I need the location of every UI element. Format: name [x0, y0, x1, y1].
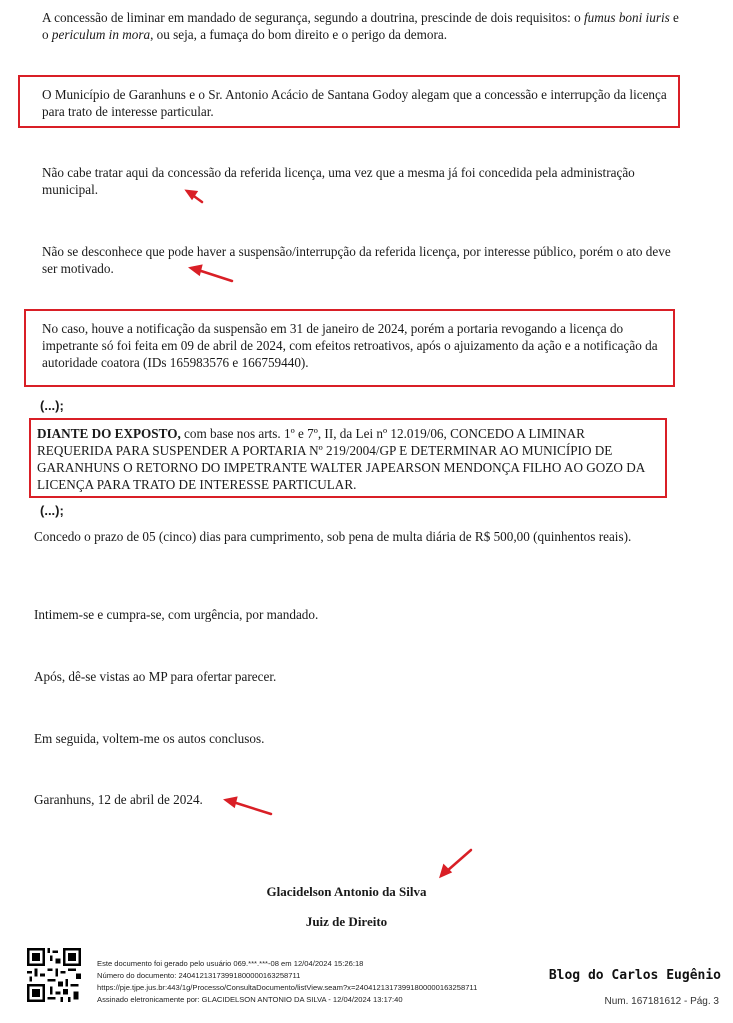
paragraph-vistas: Após, dê-se vistas ao MP para ofertar parecer. — [34, 669, 277, 684]
blog-watermark: Blog do Carlos Eugênio — [548, 968, 721, 983]
paragraph-liminar-requisitos: A concessão de liminar em mandado de segurança, segundo a doutrina, prescinde de dois requisitos: o fumus boni iuris e o periculum in mora, ou seja, a fumaça do bom direito e o perigo da demora. — [42, 10, 679, 42]
footer-doc-number: Número do documento: 24041213173991800000163258711 — [97, 971, 301, 980]
paragraph-concessao: Não cabe tratar aqui da concessão da referida licença, uma vez que a mesma já foi concedida pela administração municipal. — [42, 165, 635, 197]
document-footer — [97, 958, 477, 1006]
paragraph-alegacao: O Município de Garanhuns e o Sr. Antonio Acácio de Santana Godoy alegam que a concessão e interrupção da licença para trato de interesse particular. — [42, 87, 667, 119]
ellipsis-marker: (...); — [40, 398, 64, 413]
paragraph-suspensao: Não se desconhece que pode haver a suspensão/interrupção da referida licença, por interesse público, porém o ato deve ser motivado. — [42, 244, 671, 276]
ellipsis-marker-2: (...); — [40, 503, 64, 518]
footer-signed: Assinado eletronicamente por: GLACIDELSON ANTONIO DA SILVA - 12/04/2024 13:17:40 — [97, 995, 403, 1004]
paragraph-data-local: Garanhuns, 12 de abril de 2024. — [34, 792, 203, 807]
fumus-term: fumus boni iuris — [584, 10, 670, 25]
paragraph-decisao: DIANTE DO EXPOSTO, com base nos arts. 1º e 7º, II, da Lei nº 12.019/06, CONCEDO A LIMINAR REQUERIDA PARA SUSPENDER A PORTARIA Nº 219/2004/GP E DETERMINAR AO MUNICÍPIO DE GARANHUNS O RETORNO DO IMPETRANTE WALTER JAPEARSON MENDONÇA FILHO AO GOZO DA LICENÇA PARA TRATO DE INTERESSE PARTICULAR. — [37, 426, 645, 492]
paragraph-notificacao: No caso, houve a notificação da suspensão em 31 de janeiro de 2024, porém a portaria revogando a licença do impetrante só foi feita em 09 de abril de 2024, com efeitos retroativos, após o ajuizamento da ação e a notificação da autoridade coatora (IDs 165983576 e 166759440). — [42, 321, 658, 370]
signature-title: Juiz de Direito — [305, 914, 388, 929]
paragraph-prazo: Concedo o prazo de 05 (cinco) dias para cumprimento, sob pena de multa diária de R$ 500,00 (quinhentos reais). — [34, 529, 632, 544]
arrow-icon-4 — [441, 850, 471, 876]
signature-name: Glacidelson Antonio da Silva — [266, 884, 427, 899]
paragraph-conclusos: Em seguida, voltem-me os autos conclusos. — [34, 731, 265, 746]
diante-do-exposto: DIANTE DO EXPOSTO, — [37, 426, 181, 441]
page-number: Num. 167181612 - Pág. 3 — [604, 996, 719, 1007]
paragraph-intimem: Intimem-se e cumpra-se, com urgência, por mandado. — [34, 607, 319, 622]
footer-url: https://pje.tjpe.jus.br:443/1g/Processo/ConsultaDocumento/listView.seam?x=24041213173991800000163258711 — [97, 983, 478, 992]
periculum-term: periculum in mora — [51, 27, 151, 42]
footer-generated: Este documento foi gerado pelo usuário 069.***.***-08 em 12/04/2024 15:26:18 — [97, 959, 364, 968]
qr-code-icon — [27, 948, 81, 1002]
